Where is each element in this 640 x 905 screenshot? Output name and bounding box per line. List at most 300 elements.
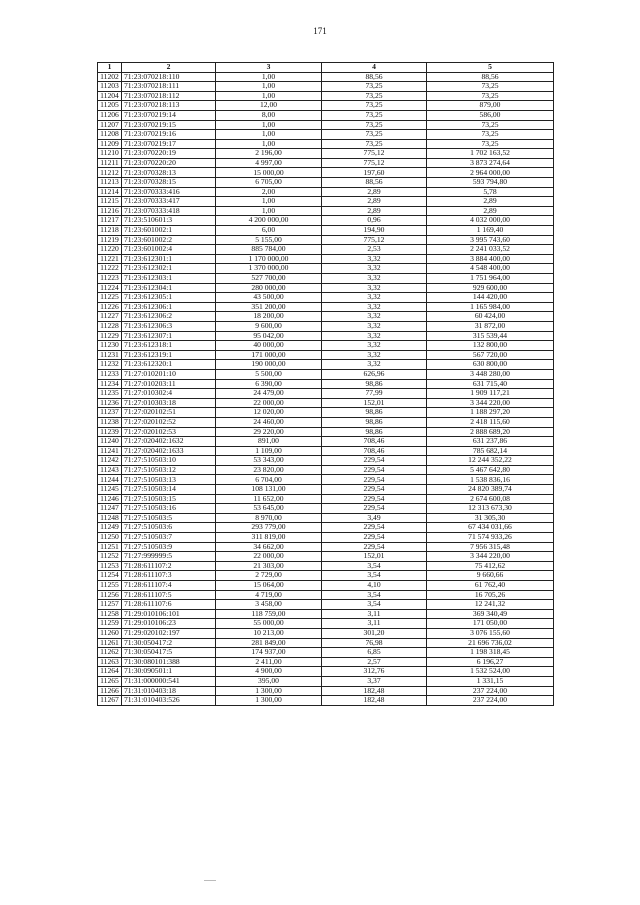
row-number-cell: 11256 <box>98 590 122 600</box>
table-row <box>98 523 554 533</box>
rate-cell: 2,89 <box>322 187 427 197</box>
rate-cell: 73,25 <box>322 120 427 130</box>
rate-cell: 2,57 <box>322 657 427 667</box>
table-row <box>98 417 554 427</box>
row-number-cell: 11234 <box>98 379 122 389</box>
table-row <box>98 619 554 629</box>
table-row <box>98 350 554 360</box>
cadastral-number-cell: 71:27:510503:10 <box>122 456 216 466</box>
value-cell: 1 702 163,52 <box>427 149 554 159</box>
area-cell: 885 784,00 <box>216 245 322 255</box>
rate-cell: 3,37 <box>322 676 427 686</box>
rate-cell: 3,32 <box>322 341 427 351</box>
value-cell: 5,78 <box>427 187 554 197</box>
row-number-cell: 11219 <box>98 235 122 245</box>
row-number-cell: 11262 <box>98 648 122 658</box>
table-row <box>98 293 554 303</box>
area-cell: 4 719,00 <box>216 590 322 600</box>
value-cell: 1 169,40 <box>427 226 554 236</box>
area-cell: 15 064,00 <box>216 581 322 591</box>
cadastral-number-cell: 71:23:070220:20 <box>122 158 216 168</box>
row-number-cell: 11239 <box>98 427 122 437</box>
cadastral-number-cell: 71:23:612303:1 <box>122 274 216 284</box>
table-row <box>98 408 554 418</box>
value-cell: 3 995 743,60 <box>427 235 554 245</box>
cadastral-number-cell: 71:23:612305:1 <box>122 293 216 303</box>
table-row <box>98 581 554 591</box>
row-number-cell: 11254 <box>98 571 122 581</box>
area-cell: 21 303,00 <box>216 561 322 571</box>
area-cell: 2,00 <box>216 187 322 197</box>
value-cell: 879,00 <box>427 101 554 111</box>
value-cell: 73,25 <box>427 130 554 140</box>
row-number-cell: 11260 <box>98 628 122 638</box>
table-row <box>98 302 554 312</box>
row-number-cell: 11255 <box>98 581 122 591</box>
cadastral-number-cell: 71:30:090501:1 <box>122 667 216 677</box>
row-number-cell: 11221 <box>98 254 122 264</box>
cadastral-number-cell: 71:31:010403:18 <box>122 686 216 696</box>
rate-cell: 312,76 <box>322 667 427 677</box>
value-cell: 3 344 220,00 <box>427 552 554 562</box>
row-number-cell: 11264 <box>98 667 122 677</box>
table-row <box>98 437 554 447</box>
area-cell: 395,00 <box>216 676 322 686</box>
cadastral-number-cell: 71:23:612304:1 <box>122 283 216 293</box>
row-number-cell: 11250 <box>98 533 122 543</box>
row-number-cell: 11261 <box>98 638 122 648</box>
table-row <box>98 206 554 216</box>
cadastral-number-cell: 71:23:070219:16 <box>122 130 216 140</box>
rate-cell: 3,11 <box>322 619 427 629</box>
rate-cell: 0,96 <box>322 216 427 226</box>
rate-cell: 3,32 <box>322 254 427 264</box>
table-row <box>98 130 554 140</box>
table-row <box>98 676 554 686</box>
rate-cell: 182,48 <box>322 686 427 696</box>
cadastral-number-cell: 71:23:070218:113 <box>122 101 216 111</box>
value-cell: 31 305,30 <box>427 513 554 523</box>
rate-cell: 229,54 <box>322 456 427 466</box>
area-cell: 351 200,00 <box>216 302 322 312</box>
cadastral-number-cell: 71:27:010303:18 <box>122 398 216 408</box>
row-number-cell: 11248 <box>98 513 122 523</box>
area-cell: 4 997,00 <box>216 158 322 168</box>
row-number-cell: 11242 <box>98 456 122 466</box>
value-cell: 1 188 297,20 <box>427 408 554 418</box>
table-row <box>98 600 554 610</box>
column-header: 4 <box>322 63 427 73</box>
cadastral-number-cell: 71:28:611107:6 <box>122 600 216 610</box>
cadastral-number-cell: 71:23:070218:111 <box>122 82 216 92</box>
area-cell: 6 390,00 <box>216 379 322 389</box>
value-cell: 630 800,00 <box>427 360 554 370</box>
value-cell: 4 548 400,00 <box>427 264 554 274</box>
row-number-cell: 11203 <box>98 82 122 92</box>
cadastral-number-cell: 71:27:510503:14 <box>122 485 216 495</box>
rate-cell: 73,25 <box>322 130 427 140</box>
cadastral-number-cell: 71:23:070219:17 <box>122 139 216 149</box>
area-cell: 171 000,00 <box>216 350 322 360</box>
rate-cell: 3,49 <box>322 513 427 523</box>
value-cell: 5 467 642,80 <box>427 465 554 475</box>
area-cell: 118 759,00 <box>216 609 322 619</box>
table-row <box>98 312 554 322</box>
column-header: 3 <box>216 63 322 73</box>
row-number-cell: 11208 <box>98 130 122 140</box>
cadastral-number-cell: 71:23:070218:112 <box>122 91 216 101</box>
rate-cell: 229,54 <box>322 465 427 475</box>
rate-cell: 98,86 <box>322 379 427 389</box>
rate-cell: 73,25 <box>322 101 427 111</box>
table-row <box>98 369 554 379</box>
area-cell: 1 370 000,00 <box>216 264 322 274</box>
table-row <box>98 331 554 341</box>
table-row <box>98 427 554 437</box>
area-cell: 2 411,00 <box>216 657 322 667</box>
cadastral-number-cell: 71:23:612301:1 <box>122 254 216 264</box>
cadastral-number-cell: 71:30:080101:388 <box>122 657 216 667</box>
row-number-cell: 11214 <box>98 187 122 197</box>
rate-cell: 6,85 <box>322 648 427 658</box>
cadastral-number-cell: 71:23:612306:1 <box>122 302 216 312</box>
cadastral-number-cell: 71:28:611107:2 <box>122 561 216 571</box>
area-cell: 3 458,00 <box>216 600 322 610</box>
area-cell: 22 000,00 <box>216 398 322 408</box>
rate-cell: 2,89 <box>322 197 427 207</box>
area-cell: 1 109,00 <box>216 446 322 456</box>
area-cell: 190 000,00 <box>216 360 322 370</box>
value-cell: 2,89 <box>427 197 554 207</box>
table-row <box>98 274 554 284</box>
row-number-cell: 11205 <box>98 101 122 111</box>
area-cell: 4 200 000,00 <box>216 216 322 226</box>
row-number-cell: 11223 <box>98 274 122 284</box>
value-cell: 1 331,15 <box>427 676 554 686</box>
cadastral-number-cell: 71:23:070333:416 <box>122 187 216 197</box>
area-cell: 1,00 <box>216 206 322 216</box>
cadastral-number-cell: 71:23:601002:4 <box>122 245 216 255</box>
rate-cell: 708,46 <box>322 446 427 456</box>
value-cell: 73,25 <box>427 91 554 101</box>
cadastral-number-cell: 71:27:010201:10 <box>122 369 216 379</box>
value-cell: 3 873 274,64 <box>427 158 554 168</box>
row-number-cell: 11237 <box>98 408 122 418</box>
rate-cell: 3,32 <box>322 264 427 274</box>
area-cell: 23 820,00 <box>216 465 322 475</box>
area-cell: 891,00 <box>216 437 322 447</box>
value-cell: 7 956 315,48 <box>427 542 554 552</box>
cadastral-number-cell: 71:27:020402:1632 <box>122 437 216 447</box>
row-number-cell: 11233 <box>98 369 122 379</box>
rate-cell: 88,56 <box>322 178 427 188</box>
table-row <box>98 197 554 207</box>
value-cell: 929 600,00 <box>427 283 554 293</box>
area-cell: 108 131,00 <box>216 485 322 495</box>
area-cell: 1,00 <box>216 139 322 149</box>
area-cell: 1,00 <box>216 82 322 92</box>
value-cell: 73,25 <box>427 120 554 130</box>
rate-cell: 229,54 <box>322 542 427 552</box>
rate-cell: 3,11 <box>322 609 427 619</box>
row-number-cell: 11202 <box>98 72 122 82</box>
row-number-cell: 11216 <box>98 206 122 216</box>
area-cell: 1,00 <box>216 91 322 101</box>
cadastral-number-cell: 71:29:010106:23 <box>122 619 216 629</box>
row-number-cell: 11204 <box>98 91 122 101</box>
cadastral-number-cell: 71:23:070218:110 <box>122 72 216 82</box>
value-cell: 4 032 000,00 <box>427 216 554 226</box>
row-number-cell: 11211 <box>98 158 122 168</box>
area-cell: 24 479,00 <box>216 389 322 399</box>
row-number-cell: 11243 <box>98 465 122 475</box>
rate-cell: 775,12 <box>322 158 427 168</box>
row-number-cell: 11247 <box>98 504 122 514</box>
row-number-cell: 11207 <box>98 120 122 130</box>
cadastral-number-cell: 71:27:510503:5 <box>122 513 216 523</box>
area-cell: 55 000,00 <box>216 619 322 629</box>
value-cell: 31 872,00 <box>427 321 554 331</box>
cadastral-number-cell: 71:27:020402:1633 <box>122 446 216 456</box>
row-number-cell: 11253 <box>98 561 122 571</box>
cadastral-number-cell: 71:27:010302:4 <box>122 389 216 399</box>
area-cell: 1 300,00 <box>216 696 322 706</box>
rate-cell: 229,54 <box>322 523 427 533</box>
area-cell: 1,00 <box>216 197 322 207</box>
table-row <box>98 398 554 408</box>
area-cell: 1,00 <box>216 130 322 140</box>
cadastral-number-cell: 71:28:611107:3 <box>122 571 216 581</box>
area-cell: 1 170 000,00 <box>216 254 322 264</box>
value-cell: 631 237,86 <box>427 437 554 447</box>
value-cell: 1 909 117,21 <box>427 389 554 399</box>
row-number-cell: 11257 <box>98 600 122 610</box>
row-number-cell: 11266 <box>98 686 122 696</box>
table-row <box>98 533 554 543</box>
row-number-cell: 11235 <box>98 389 122 399</box>
value-cell: 1 538 836,16 <box>427 475 554 485</box>
area-cell: 1 300,00 <box>216 686 322 696</box>
row-number-cell: 11209 <box>98 139 122 149</box>
table-row <box>98 149 554 159</box>
row-number-cell: 11212 <box>98 168 122 178</box>
value-cell: 1 532 524,00 <box>427 667 554 677</box>
value-cell: 71 574 933,26 <box>427 533 554 543</box>
value-cell: 2 418 115,60 <box>427 417 554 427</box>
cadastral-number-cell: 71:28:611107:5 <box>122 590 216 600</box>
value-cell: 61 762,40 <box>427 581 554 591</box>
value-cell: 631 715,40 <box>427 379 554 389</box>
area-cell: 34 662,00 <box>216 542 322 552</box>
table-row <box>98 648 554 658</box>
area-cell: 174 937,00 <box>216 648 322 658</box>
row-number-cell: 11215 <box>98 197 122 207</box>
rate-cell: 626,96 <box>322 369 427 379</box>
row-number-cell: 11222 <box>98 264 122 274</box>
row-number-cell: 11259 <box>98 619 122 629</box>
cadastral-number-cell: 71:27:020102:53 <box>122 427 216 437</box>
row-number-cell: 11265 <box>98 676 122 686</box>
value-cell: 171 050,00 <box>427 619 554 629</box>
table-row <box>98 91 554 101</box>
table-row <box>98 216 554 226</box>
table-row <box>98 590 554 600</box>
value-cell: 144 420,00 <box>427 293 554 303</box>
table-row <box>98 187 554 197</box>
table-row <box>98 245 554 255</box>
rate-cell: 2,89 <box>322 206 427 216</box>
value-cell: 567 720,00 <box>427 350 554 360</box>
cadastral-number-cell: 71:29:010106:101 <box>122 609 216 619</box>
rate-cell: 98,86 <box>322 417 427 427</box>
cadastral-number-cell: 71:23:612306:3 <box>122 321 216 331</box>
value-cell: 73,25 <box>427 82 554 92</box>
table-row <box>98 696 554 706</box>
area-cell: 95 042,00 <box>216 331 322 341</box>
cadastral-number-cell: 71:29:020102:197 <box>122 628 216 638</box>
rate-cell: 182,48 <box>322 696 427 706</box>
rate-cell: 229,54 <box>322 475 427 485</box>
table-row <box>98 628 554 638</box>
value-cell: 2 964 000,00 <box>427 168 554 178</box>
cadastral-number-cell: 71:23:601002:2 <box>122 235 216 245</box>
value-cell: 60 424,00 <box>427 312 554 322</box>
column-header: 2 <box>122 63 216 73</box>
cadastral-number-cell: 71:27:999999:5 <box>122 552 216 562</box>
rate-cell: 88,56 <box>322 72 427 82</box>
rate-cell: 98,86 <box>322 408 427 418</box>
row-number-cell: 11241 <box>98 446 122 456</box>
row-number-cell: 11251 <box>98 542 122 552</box>
cadastral-number-cell: 71:23:070219:14 <box>122 110 216 120</box>
rate-cell: 197,60 <box>322 168 427 178</box>
rate-cell: 229,54 <box>322 485 427 495</box>
table-row <box>98 139 554 149</box>
table-row <box>98 178 554 188</box>
rate-cell: 229,54 <box>322 504 427 514</box>
table-row <box>98 542 554 552</box>
table-row <box>98 475 554 485</box>
row-number-cell: 11267 <box>98 696 122 706</box>
table-header-row <box>98 63 554 73</box>
row-number-cell: 11224 <box>98 283 122 293</box>
value-cell: 67 434 031,66 <box>427 523 554 533</box>
value-cell: 593 794,80 <box>427 178 554 188</box>
table-row <box>98 686 554 696</box>
row-number-cell: 11225 <box>98 293 122 303</box>
rate-cell: 3,32 <box>322 283 427 293</box>
area-cell: 1,00 <box>216 120 322 130</box>
value-cell: 3 448 280,00 <box>427 369 554 379</box>
area-cell: 2 196,00 <box>216 149 322 159</box>
rate-cell: 73,25 <box>322 91 427 101</box>
cadastral-number-cell: 71:31:010403:526 <box>122 696 216 706</box>
cadastral-number-cell: 71:27:510503:9 <box>122 542 216 552</box>
area-cell: 6 705,00 <box>216 178 322 188</box>
rate-cell: 229,54 <box>322 533 427 543</box>
area-cell: 5 155,00 <box>216 235 322 245</box>
value-cell: 21 696 736,02 <box>427 638 554 648</box>
area-cell: 12,00 <box>216 101 322 111</box>
table-row <box>98 389 554 399</box>
cadastral-number-cell: 71:31:000000:541 <box>122 676 216 686</box>
value-cell: 1 165 984,00 <box>427 302 554 312</box>
row-number-cell: 11238 <box>98 417 122 427</box>
table-row <box>98 504 554 514</box>
rate-cell: 73,25 <box>322 110 427 120</box>
row-number-cell: 11220 <box>98 245 122 255</box>
rate-cell: 708,46 <box>322 437 427 447</box>
rate-cell: 73,25 <box>322 139 427 149</box>
table-row <box>98 264 554 274</box>
value-cell: 2,89 <box>427 206 554 216</box>
cadastral-number-cell: 71:27:020102:51 <box>122 408 216 418</box>
table-row <box>98 235 554 245</box>
table-row <box>98 465 554 475</box>
cadastral-number-cell: 71:23:070220:19 <box>122 149 216 159</box>
cadastral-number-cell: 71:27:010203:11 <box>122 379 216 389</box>
table-row <box>98 657 554 667</box>
rate-cell: 3,32 <box>322 312 427 322</box>
area-cell: 18 200,00 <box>216 312 322 322</box>
table-row <box>98 226 554 236</box>
value-cell: 586,00 <box>427 110 554 120</box>
table-row <box>98 341 554 351</box>
table-row <box>98 120 554 130</box>
rate-cell: 3,54 <box>322 561 427 571</box>
area-cell: 24 460,00 <box>216 417 322 427</box>
rate-cell: 2,53 <box>322 245 427 255</box>
area-cell: 10 213,00 <box>216 628 322 638</box>
rate-cell: 98,86 <box>322 427 427 437</box>
cadastral-number-cell: 71:27:510503:15 <box>122 494 216 504</box>
cadastral-number-cell: 71:28:611107:4 <box>122 581 216 591</box>
area-cell: 15 000,00 <box>216 168 322 178</box>
cadastral-number-cell: 71:27:020102:52 <box>122 417 216 427</box>
rate-cell: 3,32 <box>322 293 427 303</box>
rate-cell: 3,32 <box>322 321 427 331</box>
cadastral-number-cell: 71:27:510503:16 <box>122 504 216 514</box>
value-cell: 785 682,14 <box>427 446 554 456</box>
rate-cell: 76,98 <box>322 638 427 648</box>
rate-cell: 3,32 <box>322 350 427 360</box>
value-cell: 75 412,62 <box>427 561 554 571</box>
area-cell: 53 343,00 <box>216 456 322 466</box>
rate-cell: 73,25 <box>322 82 427 92</box>
value-cell: 237 224,00 <box>427 686 554 696</box>
row-number-cell: 11231 <box>98 350 122 360</box>
cadastral-number-cell: 71:23:070219:15 <box>122 120 216 130</box>
cadastral-number-cell: 71:23:070328:15 <box>122 178 216 188</box>
value-cell: 237 224,00 <box>427 696 554 706</box>
value-cell: 12 244 352,22 <box>427 456 554 466</box>
table-row <box>98 446 554 456</box>
table-body <box>98 72 554 705</box>
cadastral-number-cell: 71:30:050417:5 <box>122 648 216 658</box>
value-cell: 2 888 689,20 <box>427 427 554 437</box>
table-row <box>98 494 554 504</box>
value-cell: 1 198 318,45 <box>427 648 554 658</box>
row-number-cell: 11245 <box>98 485 122 495</box>
table-row <box>98 360 554 370</box>
row-number-cell: 11218 <box>98 226 122 236</box>
cadastral-number-cell: 71:30:050417:2 <box>122 638 216 648</box>
value-cell: 88,56 <box>427 72 554 82</box>
row-number-cell: 11210 <box>98 149 122 159</box>
row-number-cell: 11229 <box>98 331 122 341</box>
row-number-cell: 11232 <box>98 360 122 370</box>
table-row <box>98 283 554 293</box>
